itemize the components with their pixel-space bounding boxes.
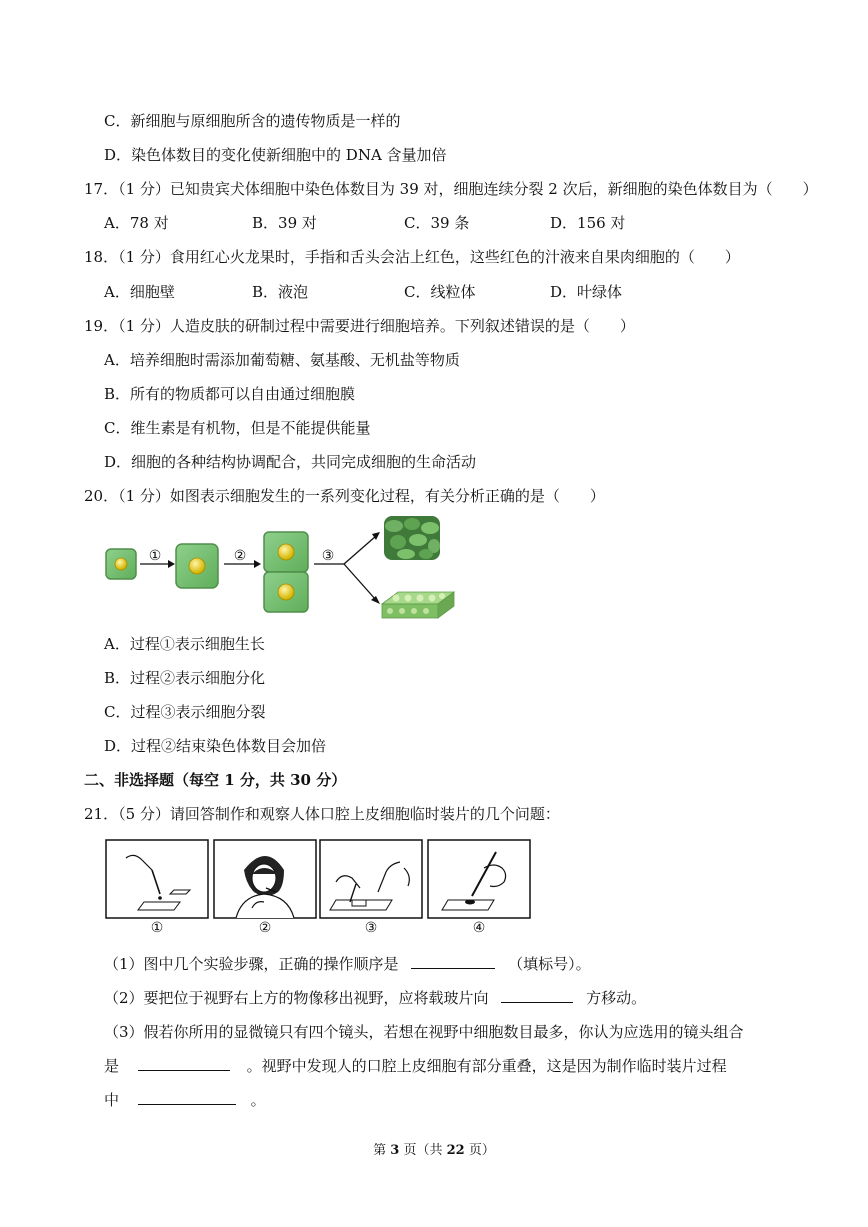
cell-process-diagram (100, 512, 460, 632)
q19-option-a: A．培养细胞时需添加葡萄糖、氨基酸、无机盐等物质 (104, 351, 460, 369)
q21-part-3-reason: 。视野中发现人的口腔上皮细胞有部分重叠，这是因为制作临时装片过程 (246, 1057, 727, 1075)
step-2-panel (214, 840, 316, 918)
q21-part-3-in: 中 (104, 1091, 120, 1109)
figure-label-1: ① (148, 548, 162, 564)
q20-option-b: B．过程②表示细胞分化 (104, 669, 266, 687)
step-label-3: ③ (364, 920, 378, 936)
q21-part-1-suffix: （填标号）。 (508, 955, 591, 973)
q20-option-a: A．过程①表示细胞生长 (104, 635, 265, 653)
tissue-cluster-top (384, 516, 440, 560)
step-1-panel (106, 840, 208, 918)
q17-option-a: A．78 对 (104, 214, 169, 232)
small-cell (106, 549, 136, 579)
q17-option-b: B．39 对 (252, 214, 317, 232)
step-label-1: ① (150, 920, 164, 936)
q21-part-1-text: （1）图中几个实验步骤，正确的操作顺序是 (104, 955, 399, 973)
step-4-panel (428, 840, 530, 918)
footer-page-number: 3 (390, 1143, 400, 1158)
footer-mid: 页（共 (403, 1143, 443, 1158)
q21-part-3-line1: （3）假若你所用的显微镜只有四个镜头，若想在视野中细胞数目最多，你认为应选用的镜头组合 (104, 1023, 744, 1041)
step-label-4: ④ (472, 920, 486, 936)
q21-stem: 21．（5 分）请回答制作和观察人体口腔上皮细胞临时装片的几个问题： (84, 805, 560, 823)
q18-option-b: B．液泡 (252, 283, 309, 301)
q21-part-3-line3 (104, 1090, 266, 1110)
q18-option-d: D．叶绿体 (550, 283, 623, 301)
q18-option-c: C．线粒体 (404, 283, 476, 301)
footer-prefix: 第 (373, 1143, 387, 1158)
q19-option-b: B．所有的物质都可以自由通过细胞膜 (104, 385, 356, 403)
cell-process-figure (100, 512, 460, 632)
q21-part-2 (104, 988, 646, 1008)
q16-option-d: D．染色体数目的变化使新细胞中的 DNA 含量加倍 (104, 146, 447, 164)
footer-total-pages: 22 (446, 1143, 465, 1158)
q21-answer-blank-3[interactable] (138, 1056, 230, 1071)
section-2-title: 二、非选择题（每空 1 分，共 30 分） (84, 771, 347, 789)
q19-option-d: D．细胞的各种结构协调配合，共同完成细胞的生命活动 (104, 453, 477, 471)
q17-option-d: D．156 对 (550, 214, 626, 232)
q16-option-c: C．新细胞与原细胞所含的遗传物质是一样的 (104, 112, 401, 130)
q21-answer-blank-2[interactable] (501, 988, 573, 1003)
q21-part-3-prefix: 是 (104, 1057, 120, 1075)
q19-stem: 19．（1 分）人造皮肤的研制过程中需要进行细胞培养。下列叙述错误的是（ ） (84, 317, 635, 335)
tissue-block-bottom (382, 592, 454, 618)
q21-part-2-text: （2）要把位于视野右上方的物像移出视野，应将载玻片向 (104, 989, 489, 1007)
step-label-2: ② (258, 920, 272, 936)
q21-part-1 (104, 954, 591, 974)
grown-cell (176, 544, 218, 588)
footer-suffix: 页） (468, 1143, 495, 1158)
figure-label-2: ② (233, 548, 247, 564)
divided-cells (264, 532, 308, 612)
q18-stem: 18．（1 分）食用红心火龙果时，手指和舌头会沾上红色，这些红色的汁液来自果肉细胞的（ ） (84, 248, 740, 266)
q19-option-c: C．维生素是有机物，但是不能提供能量 (104, 419, 371, 437)
q21-part-2-suffix: 方移动。 (586, 989, 647, 1007)
experiment-steps-figure (104, 838, 534, 938)
q20-option-d: D．过程②结束染色体数目会加倍 (104, 737, 327, 755)
q17-stem: 17．（1 分）已知贵宾犬体细胞中染色体数目为 39 对，细胞连续分裂 2 次后，新细胞的染色体数目为（ ） (84, 180, 818, 198)
q20-stem: 20．（1 分）如图表示细胞发生的一系列变化过程，有关分析正确的是（ ） (84, 487, 605, 505)
step-3-panel (320, 840, 422, 918)
page-footer (0, 1139, 868, 1158)
q18-option-a: A．细胞壁 (104, 283, 175, 301)
figure-label-3: ③ (321, 548, 335, 564)
q21-answer-blank-1[interactable] (411, 954, 495, 969)
q21-part-3-end: 。 (250, 1091, 266, 1109)
q21-answer-blank-4[interactable] (138, 1090, 236, 1105)
q17-option-c: C．39 条 (404, 214, 470, 232)
q20-option-c: C．过程③表示细胞分裂 (104, 703, 266, 721)
q21-part-3-line2 (104, 1056, 727, 1076)
